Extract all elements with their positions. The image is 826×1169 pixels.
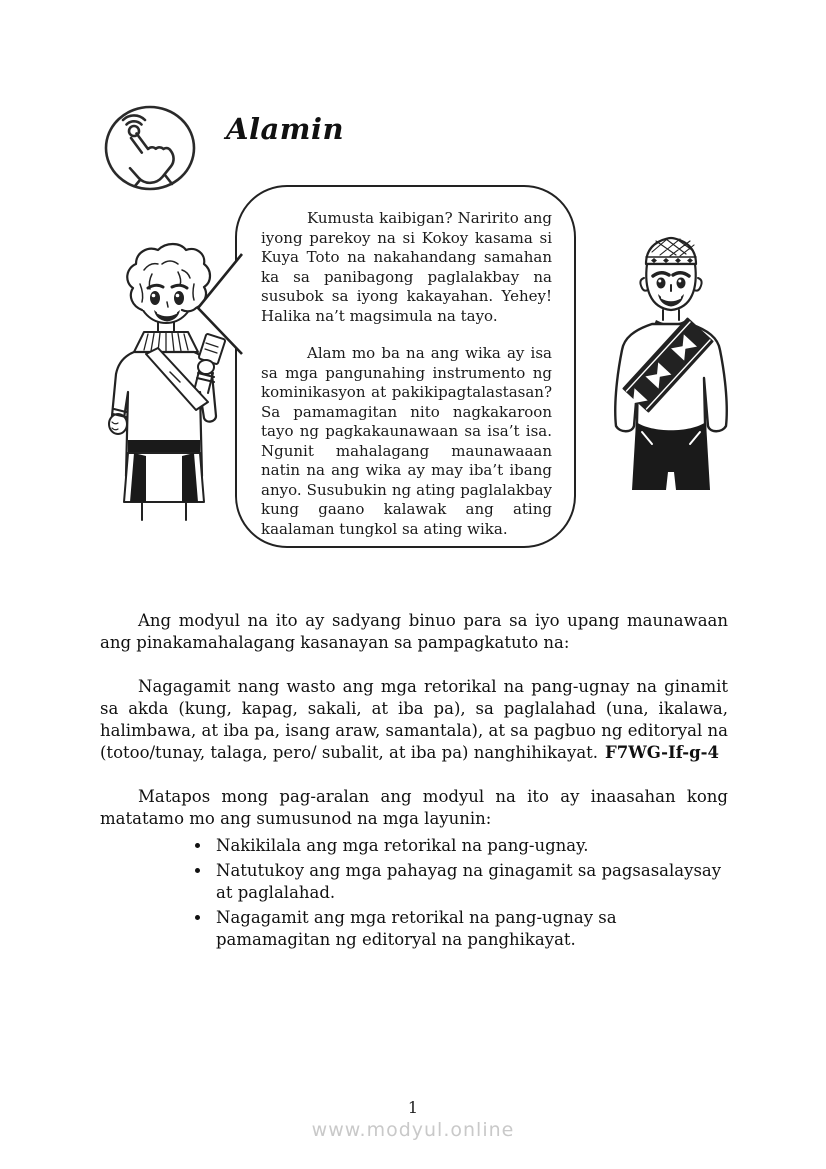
- tap-hand-icon: [103, 105, 197, 193]
- objectives-intro-text: Matapos mong pag-aralan ang modyul na ito ay inaasahan kong matatamo mo ang sumusunod na mga layunin:: [100, 787, 728, 828]
- watermark: www.modyul.online: [311, 1119, 515, 1141]
- module-intro-text: [100, 610, 728, 954]
- speech-bubble-tail: [192, 251, 244, 357]
- competency-code: F7WG-If-g-4: [605, 742, 719, 762]
- objective-item: • Natutukoy ang mga pahayag na ginagamit sa pagsasalaysay at paglalahad.: [212, 860, 728, 904]
- intro-paragraph-text: Ang modyul na ito ay sadyang binuo para sa iyo upang maunawaan ang pinakamahalagang kasanayan sa pampagkatuto na:: [100, 611, 728, 652]
- objective-item: • Nakikilala ang mga retorikal na pang-ugnay.: [212, 835, 728, 857]
- objective-item: • Nagagamit ang mga retorikal na pang-ugnay sa pamamagitan ng editoryal na panghikayat.: [212, 907, 728, 951]
- speech-paragraph-2: Alam mo ba na ang wika ay isa sa mga pangunahing instrumento ng kominikasyon at pakikipagtalastasan? Sa pamamagitan nito nagkakaroon tayo ng pagkakaunawaan sa isa’t isa. Ngunit mahalagang maunawaaan natin na ang wika ay may iba’t ibang anyo. Susubukin ng ating paglalakbay kung gaano kalawak ang ating kaalaman tungkol sa ating wika.: [261, 344, 552, 538]
- intro-paragraph: [100, 610, 728, 653]
- kuya-toto-character-illustration: [592, 228, 750, 506]
- page-number: 1: [407, 1098, 419, 1117]
- competency-paragraph-text: Nagagamit nang wasto ang mga retorikal na pang-ugnay na ginamit sa akda (kung, kapag, sakali, at iba pa), sa paglalahad (una, ikalawa, halimbawa, at iba pa, isang araw, samantala), at sa pagbuo ng editoryal na (totoo/tunay, talaga, pero/ subalit, at iba pa) nanghihikayat.: [100, 677, 728, 762]
- objectives-list: [100, 835, 728, 951]
- speech-paragraph-1: Kumusta kaibigan? Naririto ang iyong parekoy na si Kokoy kasama si Kuya Toto na nakahandang samahan ka sa panibagong paglalakbay na susubok sa iyong kakayahan. Yehey! Halika na’t magsimula na tayo.: [261, 209, 552, 325]
- speech-bubble: [235, 185, 576, 548]
- competency-paragraph: [100, 676, 728, 763]
- page-title: Alamin: [226, 112, 345, 146]
- objectives-intro-paragraph: [100, 786, 728, 829]
